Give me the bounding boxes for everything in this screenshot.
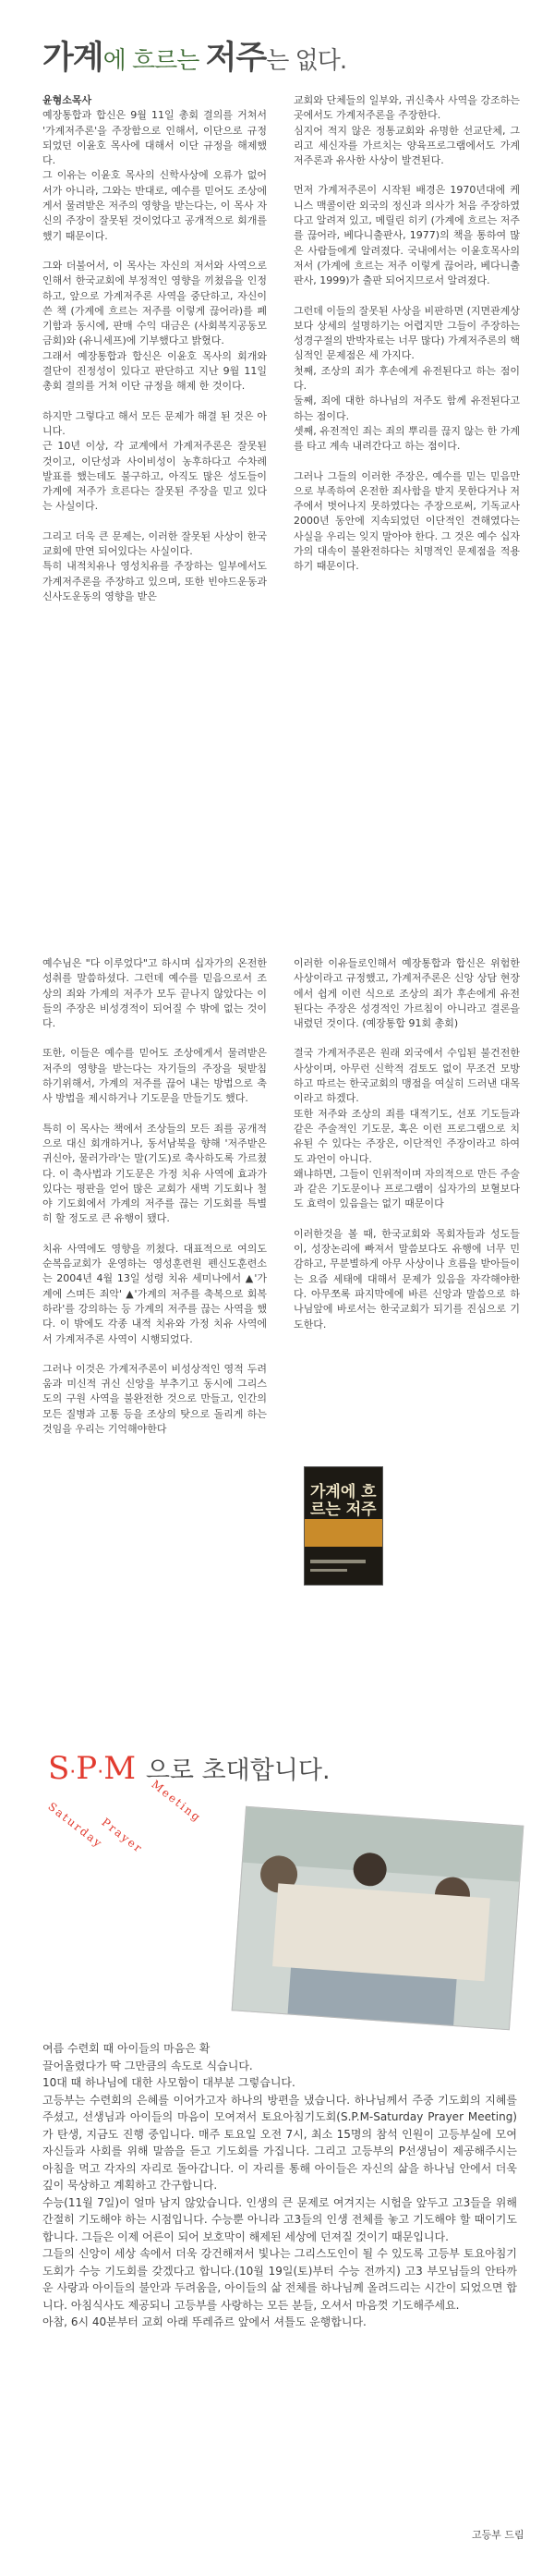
paragraph: 또한, 이들은 예수를 믿어도 조상에게서 물려받은 저주의 영향을 받는다는 자기들의 주장을 뒷받침 하기위해서, 가계의 저주를 끊어 내는 방법으로 축사 방법을 제시하거나 기도문을 만들기도 했다. bbox=[42, 1047, 267, 1105]
spm-letter-m: M bbox=[103, 1750, 137, 1787]
spm-dot: · bbox=[69, 1761, 77, 1784]
spm-line: 10대 때 하나님에 대한 사모함이 대부분 그렇습니다. bbox=[42, 2076, 295, 2089]
spm-line: 여름 수련회 때 아이들의 마음은 확 bbox=[42, 2042, 211, 2055]
author-name: 윤형소목사 bbox=[42, 94, 92, 106]
spm-paragraph: 그들의 신앙이 세상 속에서 더욱 강건해져서 빛나는 그리스도인이 될 수 있도록 고등부 토요아침기도회가 수능 기도회를 갖겠다고 합니다.(10월 19일(토)부터 수능 전까지) 고3 부모님들의 안타까운 사랑과 아이들의 불안과 두려움을, 아이들의 삶 전체를 하나님께 올려드리는 시간이 되었으면 합니다. 아침식사도 제공되니 고등부를 사랑하는 모든 분들, 오셔서 마음껏 기도해주세요. bbox=[42, 2247, 517, 2312]
article-column-3 bbox=[42, 956, 267, 1452]
book-cover-title: 가계에 흐르는 저주 bbox=[310, 1483, 377, 1519]
spm-subtitle-saturday: Saturday bbox=[45, 1800, 106, 1851]
paragraph: 그러나 그들의 이러한 주장은, 예수를 믿는 믿음만으로 부족하여 온전한 죄사함을 받지 못한다거나 저주에서 벗어나지 못하였다는 주장으로써, 기독교사 2000년 동안에 지속되었던 이단적인 견해였다는 사실을 우리는 잊지 말아야 한다. 그 것은 예수 십자가의 대속이 불완전하다는 치명적인 문제점을 적용하기 때문이다. bbox=[294, 469, 520, 573]
article-column-4 bbox=[294, 956, 520, 1347]
paragraph: 그리고 더욱 큰 문제는, 이러한 잘못된 사상이 한국교회에 만연 되어있다는 사실이다. 특히 내적치유나 영성치유를 주장하는 일부에서도 가계저주론을 주장하고 있으며, 또한 빈야드운동과 신사도운동의 영향을 받은 bbox=[42, 529, 267, 602]
paragraph: 결국 가계저주론은 원래 외국에서 수입된 불건전한 사상이며, 아무런 신학적 검토도 없이 무조건 모방하고 따르는 한국교회의 맹점을 여실히 드러낸 대목이라고 하겠다. 또한 저주와 조상의 죄를 대적기도, 선포 기도들과 같은 주술적인 기도문, 혹은 이런 프로그램으로 치유된 수 있다는 주장은, 이단적인 주장이라고 하여도 과언이 아니다. 왜냐하면, 그들이 인위적이며 자의적으로 만든 주술과 같은 기도문이나 프로그램이 십자가의 보혈보다도 효력이 있음을는 없기 때문이다 bbox=[294, 1047, 520, 1210]
article-column-2 bbox=[294, 93, 520, 589]
spm-paragraph: 고등부는 수련회의 은혜를 이어가고자 하나의 방편을 냈습니다. 하나님께서 주중 기도회의 지혜를 주셨고, 선생님과 아이들의 마음이 모여져서 토요아침기도회(S.P.M-Saturday Prayer Meeting)가 탄생, 지금도 진행 중입니다. 매주 토요일 오전 7시, 최소 15명의 참석 인원이 고등부실에 모여 자신들과 사회를 위해 말씀을 듣고 기도회를 가집니다. 그리고 고등부의 P선생님이 제공해주시는 아침을 먹고 각자의 자리로 돌아갑니다. 이 자리를 통해 아이들은 자신의 삶을 하나님 안에서 더욱 깊이 묵상하고 계획하고 간구합니다. bbox=[42, 2093, 517, 2192]
book-cover-image bbox=[304, 1466, 383, 1586]
spm-title bbox=[48, 1750, 331, 1787]
paragraph: 먼저 가계저주론이 시작된 배경은 1970년대에 케니스 맥콜이란 외국의 정신과 의사가 처음 주장하였다고 알려져 있고, 메릴린 히키 (가계에 흐르는 저주를 끊어라, 베다니출판사, 1977)의 책을 통하여 많은 사람들에게 알려졌다. 국내에서는 이윤호목사의 저서 (가계에 흐르는 저주 이렇게 끊어라, 베다니출판사, 1999)가 출판 되어지므로서 알려졌다. bbox=[294, 184, 520, 287]
spm-subtitle-meeting: Meeting bbox=[149, 1778, 204, 1825]
paragraph: 예장통합과 합신은 9월 11일 총회 결의를 거쳐서 '가계저주론'을 주장함으로 인해서, 이단으로 규정 되었던 이윤호 목사에 대해서 이단 규정을 해제했다. 그 이유는 이윤호 목사의 신학사상에 오류가 없어서가 아니라, 그와는 반대로, 예수를 믿어도 조상에게서 물려받은 저주의 영향을 받는다는, 이 목사 자신의 주장이 잘못된 것이었다고 공개적으로 회개를 했기 때문이다. bbox=[42, 109, 267, 242]
paragraph: 그러나 이것은 가계저주론이 비성상적인 영적 두려움과 미신적 귀신 신앙을 부추기고 동시에 그리스도의 구원 사역을 불완전한 것으로 만들고, 인간의 모든 질병과 고통 등을 조상의 탓으로 돌리게 하는것임을 우리는 기억해야한다 bbox=[42, 1362, 267, 1436]
spm-letter-p: P bbox=[76, 1750, 98, 1787]
prayer-meeting-photo bbox=[232, 1806, 524, 2031]
spm-title-rest: 으로 초대합니다. bbox=[145, 1756, 331, 1785]
spm-dot: · bbox=[97, 1761, 104, 1784]
paragraph: 교회와 단체들의 일부와, 귀신축사 사역을 강조하는 곳에서도 가계저주론을 주장한다. 심지어 적지 않은 정통교회와 유명한 선교단체, 그리고 세신자를 가르치는 양육프로그램에서도 가계저주론과 유사한 사상이 발견된다. bbox=[294, 94, 520, 167]
paragraph: 이러한것을 볼 때, 한국교회와 목회자들과 성도들이, 성장논리에 빠져서 말씀보다도 유행에 너무 민감하고, 무분별하게 아무 사상이나 흐름을 받아들이는 요즘 세태에 대해서 문제가 있음을 자각해야한다. 아무쪼록 파지막에에 바른 신앙과 말씀으로 하나님앞에 바로서는 한국교회가 되기를 진심으로 기도한다. bbox=[294, 1227, 520, 1331]
spm-letter-s: S bbox=[48, 1750, 70, 1787]
title-part-1: 가계 bbox=[42, 40, 103, 77]
paragraph: 치유 사역에도 영향을 끼쳤다. 대표적으로 여의도순복음교회가 운영하는 영성훈련원 펜신도훈련소는 2004년 4월 13일 성령 치유 세미나에서 ▲'가계에 스며든 죄악' ▲'가계의 저주를 축복으로 회복하라'를 강의하는 등 가계의 저주를 끊는 사역을 했다. 이 밖에도 각종 내적 치유와 가정 치유 사역에서 가계저주론 사역이 시행되었다. bbox=[42, 1242, 267, 1345]
article-column-1 bbox=[42, 93, 267, 619]
article-title bbox=[42, 40, 347, 77]
book-cover-band bbox=[305, 1519, 382, 1547]
paragraph: 그와 더불어서, 이 목사는 자신의 저서와 사역으로 인해서 한국교회에 부정적인 영향을 끼쳤음을 인정하고, 앞으로 가계저주론 사역을 중단하고, 자신이 쓴 책 (가계에 흐르는 저주를 이렇게 끊어라)를 폐기함과 동시에, 판매 수익 대금은 (사회복지공동모금회)와 (유니세프)에 기부했다고 밝혔다. 그래서 예장통합과 합신은 이윤호 목사의 회개와 결단이 진정성이 있다고 판단하고 지난 9월 11일 총회 결의를 거쳐 이단 규정을 해제 한 것이다. bbox=[42, 259, 267, 393]
photo-foreground bbox=[287, 1968, 456, 2027]
spm-line: 끌어올렸다가 딱 그만큼의 속도로 식습니다. bbox=[42, 2059, 253, 2072]
title-part-2: 에 흐르는 bbox=[102, 47, 206, 75]
title-part-4: 는 없다. bbox=[266, 47, 347, 75]
book-cover-line bbox=[310, 1560, 366, 1563]
spm-subtitle-prayer: Prayer bbox=[99, 1816, 146, 1856]
title-part-3: 저주 bbox=[205, 40, 267, 77]
spm-paragraph: 아참, 6시 40분부터 교회 아래 뚜레쥬르 앞에서 셔틀도 운행합니다. bbox=[42, 2315, 367, 2328]
paragraph: 그런데 이들의 잘못된 사상을 비판하면 (지면관계상 보다 상세의 설명하기는 어렵지만 그들이 주장하는 성경구절의 반박자료는 너무 많다) 가계저주론의 핵심적인 문제점은 세 가지다. 첫째, 조상의 죄가 후손에게 유전된다고 하는 점이다. 둘째, 죄에 대한 하나님의 저주도 함께 유전된다고 하는 점이다. 셋째, 유전적인 죄는 죄의 뿌리를 끊지 않는 한 가계를 타고 계속 내려간다고 하는 점이다. bbox=[294, 304, 520, 453]
book-cover-line bbox=[310, 1569, 347, 1572]
signature: 고등부 드림 bbox=[472, 2529, 524, 2541]
paragraph: 하지만 그렇다고 해서 모든 문제가 해결 된 것은 아니다. 근 10년 이상, 각 교계에서 가계저주론은 잘못된 것이고, 이단성과 사이비성이 농후하다고 수차례 발표를 했는데도 불구하고, 아직도 많은 성도들이 가계에 저주가 흐른다는 잘못된 주장을 믿고 있다는 사실이다. bbox=[42, 409, 267, 513]
spm-body-text bbox=[42, 2040, 517, 2331]
photo-table bbox=[272, 1883, 490, 1981]
paragraph: 이러한 이유들로인해서 예장통합과 합신은 위험한 사상이라고 규정했고, 가계저주론은 신앙 상담 현장에서 쉽게 이런 식으로 조상의 죄가 후손에게 유전된다는 주장은 성경적인 가르침이 아니라고 결론을 내렸던 것이다. (예장통합 91회 총회) bbox=[294, 957, 520, 1030]
paragraph: 특히 이 목사는 책에서 조상들의 모든 죄를 공개적으로 대신 회개하거나, 동서남북을 향해 '저주받은 귀신아, 물러가라'는 말(기도)로 축사하도록 가르쳤다. 이 축사법과 기도문은 가정 치유 사역에 효과가 있다는 평판을 얻어 많은 교회가 새벽 기도회나 철야 기도회에서 가계의 저주를 끊는 기도회를 특별히 할 정도로 큰 유행이 됐다. bbox=[42, 1122, 267, 1225]
paragraph: 예수님은 "다 이루었다"고 하시며 십자가의 온전한 성취를 말씀하셨다. 그런데 예수를 믿음으로서 조상의 죄와 가계의 저주가 모두 끝나지 않았다는 이들의 주장은 비성경적이 되어질 수 밖에 없는 것이다. bbox=[42, 957, 267, 1030]
spm-paragraph: 수능(11월 7일)이 얼마 남지 않았습니다. 인생의 큰 문제로 여겨지는 시험을 앞두고 고3들을 위해 간절히 기도해야 하는 시점입니다. 수능뿐 아니라 고3들의 인생 전체를 놓고 기도해야 할 때이기도 합니다. 그들은 이제 어른이 되어 보호막이 해제된 세상에 던져질 것이기 때문입니다. bbox=[42, 2195, 517, 2243]
